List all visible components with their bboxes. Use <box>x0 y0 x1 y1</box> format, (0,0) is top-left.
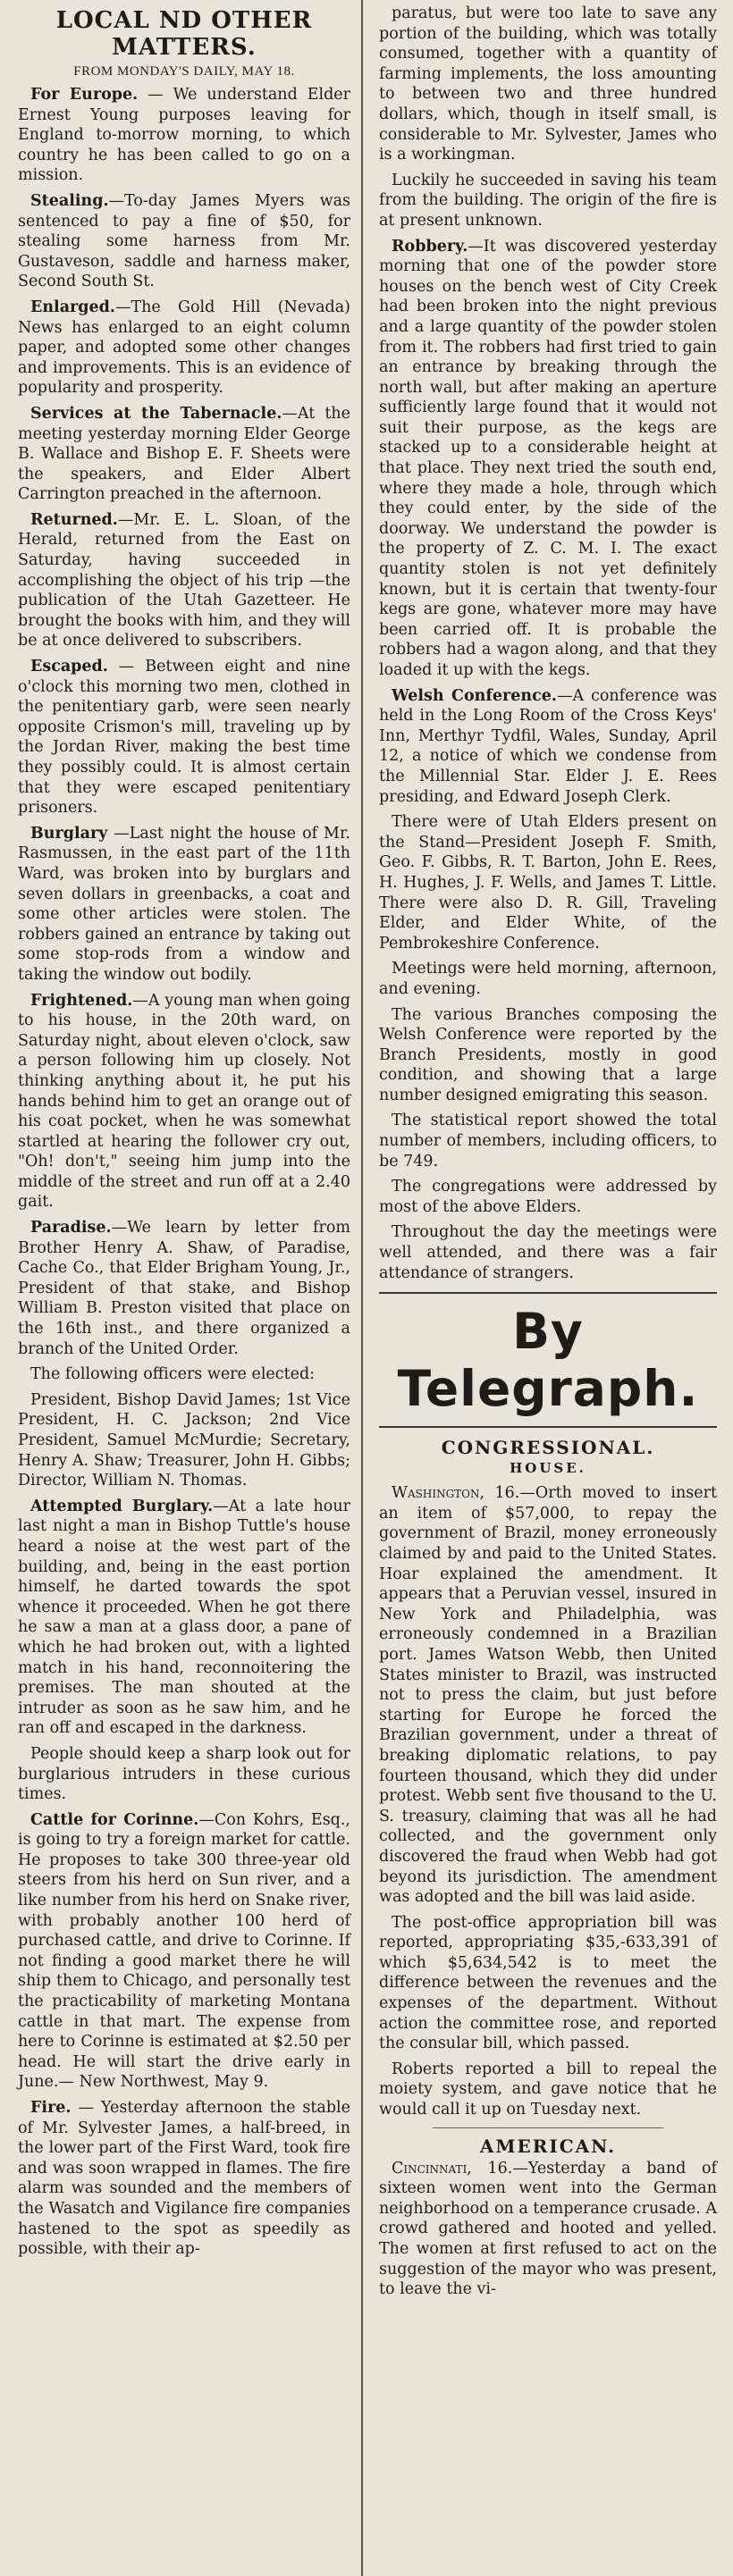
article-body: —It was discovered yesterday morning that one of the powder store houses on the bench west of City Creek had been broken into the night previous and a large quantity of the powder stolen from it. The robbers had first tried to gain an entrance by breaking through the north wall, but after making an aperture sufficiently large found that it would not suit their purpose, as the kegs are stacked up to a considerable height at that place. They next tried the south end, where they made a hole, through which they could enter, by the side of the doorway. We understand the powder is the property of Z. C. M. I. The exact quantity stolen is not yet definitely known, but it is certain that twenty-four kegs are gone, whatever more may have been carried off. It is probable the robbers had a wagon along, and that they loaded it up with the kegs. <box>379 237 717 679</box>
article-paragraph <box>18 298 350 399</box>
article-paragraph <box>18 1810 350 2093</box>
article-paragraph <box>18 191 350 292</box>
article-paragraph <box>379 1222 717 1283</box>
article-body: paratus, but were too late to save any portion of the building, which was totally consumed, together with a quantity of farming implements, the loss amounting to between two and three hundred dollars, which, though in itself small, is considerable to Mr. Sylvester, James who is a workingman. <box>379 4 717 164</box>
article-headline: Washington, 16. <box>392 1484 520 1503</box>
article-body: —The Gold Hill (Nevada) News has enlarged to an eight column paper, and adopted some other changes and improvements. This is an evidence of popularity and prosperity. <box>18 298 350 398</box>
article-body: The statistical report showed the total number of members, including officers, to be 749. <box>379 1112 717 1171</box>
article-body: The congregations were addressed by most of the above Elders. <box>379 1178 717 1216</box>
article-headline: Stealing. <box>30 191 109 210</box>
article-body: The various Branches composing the Welsh Conference were reported by the Branch Presidents, mostly in good condition, and showing that a large number designed emigrating this season. <box>379 1005 717 1104</box>
article-body: — We understand Elder Ernest Young purposes leaving for England to-morrow morning, to which country he has been called to go on a mission. <box>18 86 350 185</box>
article-body: —We learn by letter from Brother Henry A. Shaw, of Paradise, Cache Co., that Elder Brigham Young, Jr., President of that stake, and Bishop William B. Preston visited that place on the 16th inst., and there organized a branch of the United Order. <box>18 1219 350 1358</box>
left-articles <box>18 85 350 2260</box>
article-paragraph <box>379 1111 717 1171</box>
article-headline: Paradise. <box>30 1219 112 1238</box>
article-headline: Services at the Tabernacle. <box>30 404 282 423</box>
article-paragraph <box>379 2159 717 2300</box>
article-paragraph <box>18 1364 350 1385</box>
article-paragraph <box>18 1744 350 1805</box>
dateline: FROM MONDAY'S DAILY, MAY 18. <box>73 64 295 79</box>
article-headline: Welsh Conference. <box>392 686 557 705</box>
article-body: Roberts reported a bill to repeal the moiety system, and gave notice that he would call it up on Tuesday next. <box>379 2060 717 2119</box>
article-body: —At a late hour last night a man in Bishop Tuttle's house heard a noise at the west part of the building, and, being in the east portion himself, he darted towards the spot whence it proceeded. When he got there he saw a man at a glass door, a pane of which he had broken out, with a lighted match in his hand, reconnoitering the premises. The man shouted at the intruder as soon as he saw him, and he ran off and escaped in the darkness. <box>18 1497 350 1738</box>
article-paragraph <box>18 991 350 1213</box>
article-paragraph <box>379 686 717 808</box>
article-headline: Escaped. <box>30 658 108 676</box>
article-body: —Orth moved to insert an item of $57,000, to repay the government of Brazil, money erroneously claimed by and paid to the United States. Hoar explained the amendment. It appears that a Peruvian vessel, insured in New York and Philadelphia, was erroneously condemned in a Brazilian port. James Watson Webb, then United States minister to Brazil, was instructed not to press the claim, but just before starting for Europe he forced the Brazilian government, under a threat of breaking diplomatic relations, to pay fourteen thousand, which they did under protest. Webb sent five thousand to the U. S. treasury, claiming that was all he had collected, and the government only discovered the fraud when Webb had got beyond its jurisdiction. The amendment was adopted and the bill was laid aside. <box>379 1484 717 1907</box>
right-articles <box>379 4 717 1283</box>
section-rule <box>379 1292 717 1294</box>
article-paragraph <box>379 237 717 681</box>
congressional-heading: CONGRESSIONAL. <box>441 1437 655 1459</box>
article-body: People should keep a sharp look out for burglarious intruders in these curious times. <box>18 1744 350 1804</box>
article-body: — Between eight and nine o'clock this morning two men, clothed in the penitentiary garb, were seen nearly opposite Crismon's mill, traveling up by the Jordan River, making the best time they possibly could. It is almost certain that they were escaped penitentiary prisoners. <box>18 658 350 818</box>
article-paragraph <box>379 959 717 999</box>
column-rule <box>361 0 363 2576</box>
article-paragraph <box>18 1390 350 1491</box>
article-paragraph <box>379 1005 717 1106</box>
article-body: 16.—Yesterday a band of sixteen women went into the German neighborhood on a temperance crusade. A crowd gathered and hooted and yelled. The women at first refused to act on the suggestion of the mayor who was present, to leave the vi- <box>379 2159 717 2299</box>
article-headline: Enlarged. <box>30 298 115 316</box>
article-paragraph <box>18 510 350 651</box>
article-headline: Robbery. <box>392 237 468 256</box>
american-articles <box>379 2159 717 2300</box>
american-heading: AMERICAN. <box>479 2135 617 2157</box>
article-paragraph <box>379 812 717 953</box>
article-headline: Cattle for Corinne. <box>30 1810 199 1829</box>
article-paragraph <box>379 4 717 165</box>
article-paragraph <box>379 2060 717 2120</box>
telegraph-heading: By Telegraph. <box>397 1303 699 1418</box>
house-subheading: HOUSE. <box>510 1460 586 1477</box>
article-body: The post-office appropriation bill was reported, appropriating $35,-633,391 of which $5,634,542 is to meet the difference between the revenues and the expenses of the department. Without action the committee rose, and reported the consular bill, which passed. <box>379 1913 717 2053</box>
divider <box>433 2127 663 2128</box>
article-paragraph <box>18 404 350 505</box>
article-paragraph <box>379 171 717 231</box>
article-body: —A conference was held in the Long Room of the Cross Keys' Inn, Merthyr Tydfil, Wales, Sunday, April 12, a notice of which we condense from the Millennial Star. Elder J. E. Rees presiding, and Edward Joseph Clerk. <box>379 686 717 806</box>
article-paragraph <box>18 1497 350 1739</box>
left-column <box>0 0 361 2576</box>
article-body: —Con Kohrs, Esq., is going to try a foreign market for cattle. He proposes to take 300 three-year old steers from his herd on Sun river, and a like number from his herd on Snake river, with probably another 100 herd of purchased cattle, and drive to Corinne. If not finding a good market there he will ship them to Chicago, and personally test the practicability of marketing Montana cattle in that mart. The expense from here to Corinne is estimated at $2.50 per head. He will start the drive early in June.— New Northwest, May 9. <box>18 1810 350 2092</box>
article-headline: Fire. <box>30 2099 72 2117</box>
article-body: Luckily he succeeded in saving his team from the building. The origin of the fire is at present unknown. <box>379 171 717 230</box>
article-body: —To-day James Myers was sentenced to pay a fine of $50, for stealing some harness from Mr. Gustaveson, saddle and harness maker, Second South St. <box>18 191 350 291</box>
article-body: Meetings were held morning, afternoon, and evening. <box>379 960 717 998</box>
article-paragraph <box>18 2098 350 2260</box>
article-paragraph <box>18 1218 350 1359</box>
article-headline: Returned. <box>30 510 118 529</box>
article-body: —Mr. E. L. Sloan, of the Herald, returned from the East on Saturday, having succeeded in accomplishing the object of his trip —the publication of the Utah Gazetteer. He brought the books with him, and they will be at once delivered to subscribers. <box>18 510 350 650</box>
article-paragraph <box>379 1177 717 1217</box>
article-paragraph <box>379 1483 717 1907</box>
article-body: Throughout the day the meetings were well attended, and there was a fair attendance of strangers. <box>379 1223 717 1282</box>
article-paragraph <box>18 824 350 986</box>
article-headline: For Europe. <box>30 86 139 104</box>
section-rule <box>379 1426 717 1428</box>
article-body: —Last night the house of Mr. Rasmussen, in the east part of the 11th Ward, was broken into by burglars and seven dollars in greenbacks, a coat and some other articles were stolen. The robbers gained an entrance by taking out some stop-rods from a window and taking the window out bodily. <box>18 824 350 984</box>
article-headline: Attempted Burglary. <box>30 1497 214 1515</box>
house-articles <box>379 1483 717 2119</box>
right-column <box>366 0 733 2576</box>
section-masthead: LOCAL ND OTHER MATTERS. <box>55 7 313 61</box>
article-headline: Burglary <box>30 824 108 843</box>
article-headline: Frightened. <box>30 991 133 1010</box>
article-body: There were of Utah Elders present on the Stand—President Joseph F. Smith, Geo. F. Gibbs, R. T. Barton, John E. Rees, H. Hughes, J. F. Wells, and James T. Little. There were also D. R. Gill, Traveling Elder, and Elder White, of the Pembrokeshire Conference. <box>379 813 717 952</box>
article-body: President, Bishop David James; 1st Vice President, H. C. Jackson; 2nd Vice President, Samuel McMurdie; Secretary, Henry A. Shaw; Treasurer, John H. Gibbs; Director, William N. Thomas. <box>18 1390 350 1490</box>
article-body: —At the meeting yesterday morning Elder George B. Wallace and Bishop E. F. Sheets were the speakers, and Elder Albert Carrington preached in the afternoon. <box>18 404 350 504</box>
article-body: The following officers were elected: <box>30 1365 316 1384</box>
article-paragraph <box>18 657 350 818</box>
article-paragraph <box>379 1913 717 2054</box>
article-headline: Cincinnati, <box>392 2159 472 2177</box>
article-paragraph <box>18 85 350 186</box>
article-body: — Yesterday afternoon the stable of Mr. Sylvester James, a half-breed, in the lower part of the First Ward, took fire and was soon wrapped in flames. The fire alarm was sounded and the members of the Wasatch and Vigilance fire companies hastened to the spot as speedily as possible, with their ap- <box>18 2099 350 2259</box>
article-body: —A young man when going to his house, in the 20th ward, on Saturday night, about eleven o'clock, saw a person following him up closely. Not thinking anything about it, he put his hands behind him to get an orange out of his coat pocket, when he was somewhat startled at hearing the follower cry out, "Oh! don't," seeing him jump into the middle of the street and run off at a 2.40 gait. <box>18 991 350 1212</box>
